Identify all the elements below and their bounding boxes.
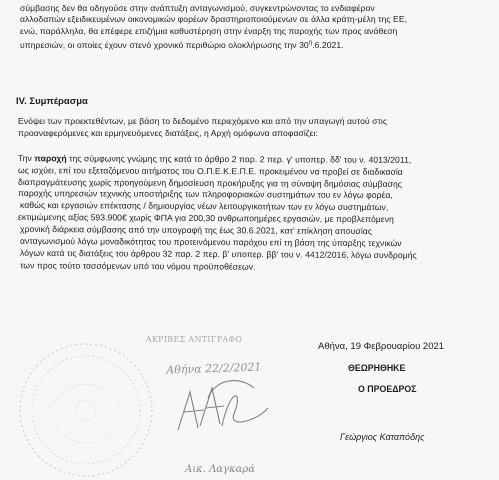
president-title: Ο ΠΡΟΕΔΡΟΣ	[358, 384, 417, 394]
conclusion-line: Ενόψει των προεκτεθέντων, με βάση το δεδομένο περιεχόμενο και από την υπαγωγή αυτού στις	[18, 116, 388, 126]
signer-name: Γεώργιος Καταπόδης	[340, 432, 425, 442]
ordinal-superscript: η	[308, 40, 313, 46]
decision-line: των προς τούτο τασσόμενων υπό του νόμου προϋποθέσεων.	[19, 260, 256, 272]
decision-line: ως ισχύει, επί του εξεταζόμενου αιτήματος του Ο.Π.Ε.Κ.Ε.Π.Ε. προκειμένου να προβεί σε διαδικασία	[17, 165, 403, 177]
decision-line: καθώς και εργασιών επέκτασης / δημιουργίας νέων λειτουργικοτήτων των εν λόγω συστημάτων,	[19, 199, 389, 213]
approved-label: ΘΕΩΡΗΘΗΚΕ	[348, 363, 406, 373]
section-heading: IV. Συμπέρασμα	[16, 96, 88, 107]
decision-line: διαπραγμάτευσης χωρίς προηγούμενη δημοσίευση προκήρυξης για τη σύναψη δημόσιας σύμβασης	[17, 176, 403, 190]
seal-icon	[20, 344, 152, 476]
handwritten-date: Αθήνα 22/2/2021	[166, 360, 262, 377]
intro-line: υπηρεσιών, οι οποίες έχουν στενό χρονικό περιθώριο ολοκλήρωσης την $30^\eta.6.2021$.	[20, 39, 344, 50]
decision-line: λόγων κατά τις διατάξεις του άρθρου 32 παρ. 2 περ. β' υποπερ. ββ' του ν. 4412/2016, λόγω συνδρομής	[19, 247, 417, 261]
decision-line: παροχής υπηρεσιών τεχνικής υποστήριξης των πληροφοριακών συστημάτων του εν λόγω φορέα,	[17, 188, 393, 200]
intro-line: αλλοδαπών εξειδικευμένων οικονομικών φορέων δραστηριοποιούμενων σε άλλα κράτη-μέλη της ΕΕ,	[20, 14, 408, 24]
intro-line: ενώ, παράλληλα, θα επέφερε επιζήμια καθυστέρηση στην έναρξη της παροχής των προς ανάθεση	[20, 26, 398, 36]
handwritten-name: Αικ. Λαγκαρά	[185, 464, 255, 475]
intro-line: σύμβασης δεν θα οδηγούσε στην ανάπτυξη ανταγωνισμού, συγκεντρώνοντας το ενδιαφέρον	[20, 3, 375, 13]
conclusion-line: προαναφερόμενες και ερμηνευόμενες διατάξεις, η Αρχή ομόφωνα αποφασίζει:	[18, 128, 318, 138]
decision-line: χρονική διάρκεια σύμβασης από την υπογραφή της έως 30.6.2021, κατ' επίκληση απουσίας	[19, 223, 373, 237]
decision-line: εκτιμώμενης αξίας 593.900€ χωρίς ΦΠΑ για 200,30 ανθρωποημέρες εργασιών, με προβλεπόμενη	[17, 211, 394, 225]
decision-line: ανταγωνισμού λόγω μοναδικότητας του προτεινόμενου παρόχου επί τη βάση της ύπαρξης τεχνικών	[19, 235, 402, 249]
handwritten-signature-icon	[178, 381, 268, 430]
decision-line: Την παροχή της σύμφωνης γνώμης της κατά το άρθρο 2 παρ. 2 περ. γ' υποπερ. δδ' του ν. 4013/2011,	[17, 153, 412, 165]
emphasized-word: παροχή	[34, 153, 67, 164]
signature-date: Αθήνα, 19 Φεβρουαρίου 2021	[318, 341, 445, 352]
stamp-header-text: ΑΚΡΙΒΕΣ ΑΝΤΙΓΡΑΦΟ	[145, 335, 243, 344]
certified-copy-stamp	[8, 318, 326, 480]
